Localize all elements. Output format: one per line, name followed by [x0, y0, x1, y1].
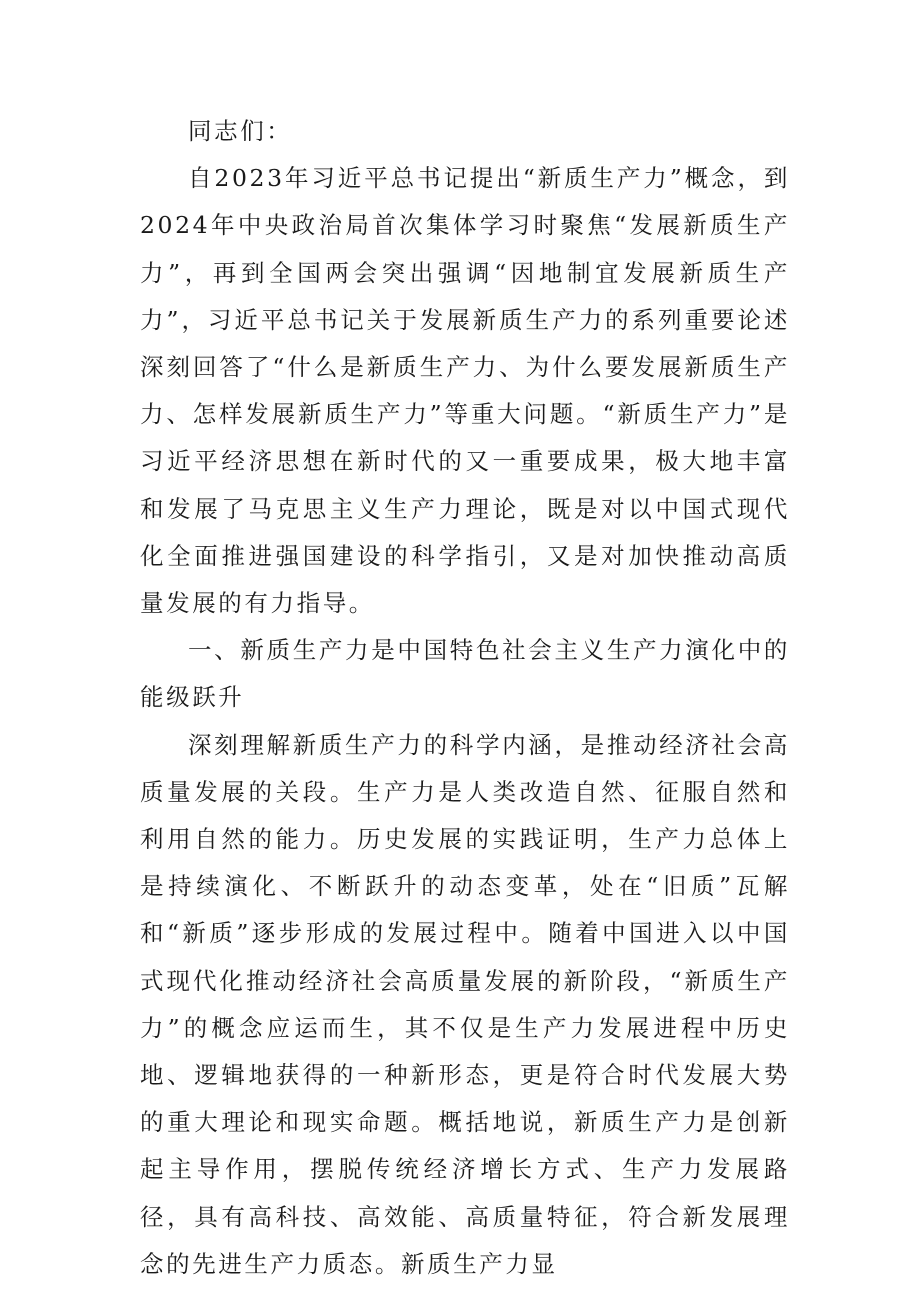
document-body: [140, 108, 790, 1288]
salutation: 同志们：: [188, 117, 293, 145]
section-1-paragraph: 深刻理解新质生产力的科学内涵，是推动经济社会高质量发展的关段。生产力是人类改造自然、征服自然和利用自然的能力。历史发展的实践证明，生产力总体上是持续演化、不断跃升的动态变革，处在“旧质”瓦解和“新质”逐步形成的发展过程中。随着中国进入以中国式现代化推动经济社会高质量发展的新阶段，“新质生产力”的概念应运而生，其不仅是生产力发展进程中历史地、逻辑地获得的一种新形态，更是符合时代发展大势的重大理论和现实命题。概括地说，新质生产力是创新起主导作用，摆脱传统经济增长方式、生产力发展路径，具有高科技、高效能、高质量特征，符合新发展理念的先进生产力质态。新质生产力显: [140, 730, 790, 1278]
section-1-heading: 一、新质生产力是中国特色社会主义生产力演化中的能级跃升: [140, 636, 790, 712]
intro-paragraph: 自2023年习近平总书记提出“新质生产力”概念，到2024年中央政治局首次集体学习时聚焦“发展新质生产力”，再到全国两会突出强调“因地制宜发展新质生产力”，习近平总书记关于发展新质生产力的系列重要论述深刻回答了“什么是新质生产力、为什么要发展新质生产力、怎样发展新质生产力”等重大问题。“新质生产力”是习近平经济思想在新时代的又一重要成果，极大地丰富和发展了马克思主义生产力理论，既是对以中国式现代化全面推进强国建设的科学指引，又是对加快推动高质量发展的有力指导。: [140, 164, 790, 618]
